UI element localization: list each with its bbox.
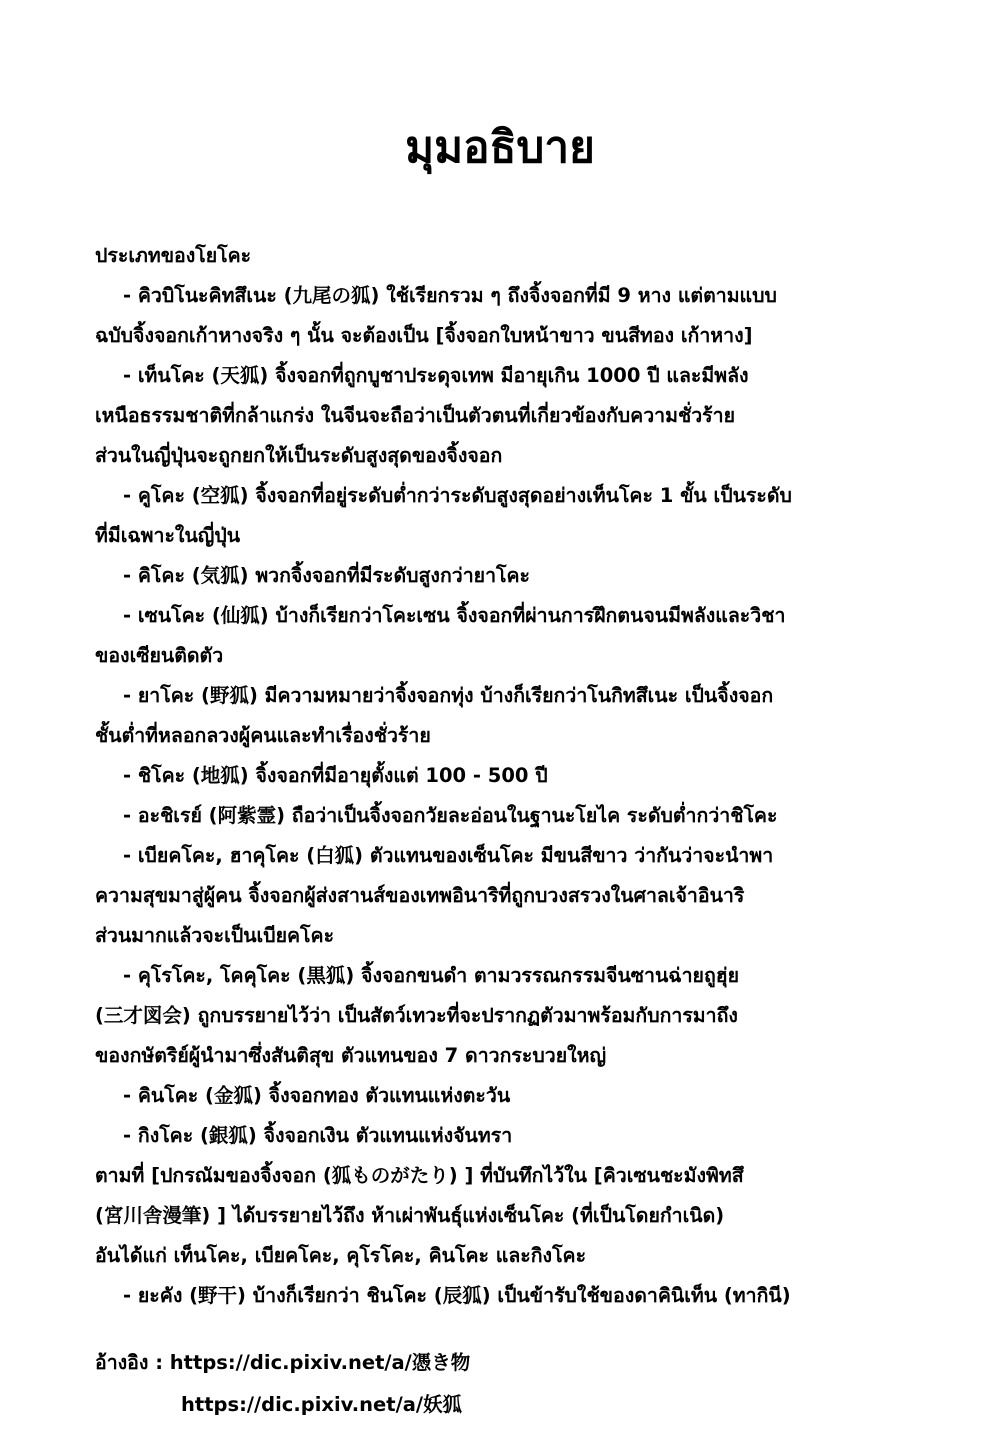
- body-line: ประเภทของโยโคะ: [95, 244, 252, 267]
- body-line: - คูโคะ (空狐) จิ้งจอกที่อยู่ระดับต่ำกว่าระดับสูงสุดอย่างเท็นโคะ 1 ขั้น เป็นระดับ: [123, 484, 792, 507]
- body-line: - ยาโคะ (野狐) มีความหมายว่าจิ้งจอกทุ่ง บ้างก็เรียกว่าโนกิทสึเนะ เป็นจิ้งจอก: [123, 684, 774, 707]
- body-line: - อะชิเรย์ (阿紫霊) ถือว่าเป็นจิ้งจอกวัยละอ่อนในฐานะโยไค ระดับต่ำกว่าชิโคะ: [123, 804, 778, 827]
- body-line: - ชิโคะ (地狐) จิ้งจอกที่มีอายุตั้งแต่ 100 - 500 ปี: [123, 764, 548, 787]
- reference-line-2: [95, 1384, 925, 1426]
- explanation-body: [95, 236, 925, 1316]
- reference-line-1: [95, 1342, 925, 1384]
- body-line: ฉบับจิ้งจอกเก้าหางจริง ๆ นั้น จะต้องเป็น [จิ้งจอกใบหน้าขาว ขนสีทอง เก้าหาง]: [95, 324, 753, 347]
- body-line: ตามที่ [ปกรณัมของจิ้งจอก (狐ものがたり) ] ที่บันทึกไว้ใน [คิวเซนชะมังพิทสึ: [95, 1164, 744, 1187]
- reference-link-1[interactable]: https://dic.pixiv.net/a/憑き物: [169, 1351, 471, 1374]
- body-line: - กิงโคะ (銀狐) จิ้งจอกเงิน ตัวแทนแห่งจันทรา: [123, 1124, 513, 1147]
- body-line: - เท็นโคะ (天狐) จิ้งจอกที่ถูกบูชาประดุจเทพ มีอายุเกิน 1000 ปี และมีพลัง: [123, 364, 749, 387]
- body-line: อันได้แก่ เท็นโคะ, เบียคโคะ, คุโรโคะ, คินโคะ และกิงโคะ: [95, 1244, 587, 1267]
- references-section: [95, 1342, 925, 1426]
- body-line: ของเซียนติดตัว: [95, 644, 224, 667]
- body-line: เหนือธรรมชาติที่กล้าแกร่ง ในจีนจะถือว่าเป็นตัวตนที่เกี่ยวข้องกับความชั่วร้าย: [95, 404, 736, 427]
- body-line: - เบียคโคะ, ฮาคุโคะ (白狐) ตัวแทนของเซ็นโคะ มีขนสีขาว ว่ากันว่าจะนำพา: [123, 844, 774, 867]
- page-title: มุมอธิบาย: [405, 122, 595, 173]
- body-line: (三才図会) ถูกบรรยายไว้ว่า เป็นสัตว์เทวะที่จะปรากฏตัวมาพร้อมกับการมาถึง: [95, 1004, 738, 1027]
- body-line: ส่วนมากแล้วจะเป็นเบียคโคะ: [95, 924, 335, 947]
- body-line: - คุโรโคะ, โคคุโคะ (黒狐) จิ้งจอกขนดำ ตามวรรณกรรมจีนซานฉ่ายถูฮุ่ย: [123, 964, 740, 987]
- body-line: - เซนโคะ (仙狐) บ้างก็เรียกว่าโคะเซน จิ้งจอกที่ผ่านการฝึกตนจนมีพลังและวิชา: [123, 604, 786, 627]
- body-line: - คิโคะ (気狐) พวกจิ้งจอกที่มีระดับสูงกว่ายาโคะ: [123, 564, 531, 587]
- body-line: ชั้นต่ำที่หลอกลวงผู้คนและทำเรื่องชั่วร้าย: [95, 724, 431, 747]
- body-line: ความสุขมาสู่ผู้คน จิ้งจอกผู้ส่งสานส์ของเทพอินาริที่ถูกบวงสรวงในศาลเจ้าอินาริ: [95, 884, 745, 907]
- body-line: - ยะคัง (野干) บ้างก็เรียกว่า ชินโคะ (辰狐) เป็นข้ารับใช้ของดาคินิเท็น (ทากินี): [123, 1284, 791, 1307]
- body-line: ของกษัตริย์ผู้นำมาซึ่งสันติสุข ตัวแทนของ 7 ดาวกระบวยใหญ่: [95, 1044, 607, 1067]
- body-line: ส่วนในญี่ปุ่นจะถูกยกให้เป็นระดับสูงสุดของจิ้งจอก: [95, 444, 503, 467]
- reference-label: อ้างอิง :: [95, 1351, 170, 1374]
- body-line: - คิวบิโนะคิทสึเนะ (九尾の狐) ใช้เรียกรวม ๆ ถึงจิ้งจอกที่มี 9 หาง แต่ตามแบบ: [123, 284, 777, 307]
- reference-link-2[interactable]: https://dic.pixiv.net/a/妖狐: [181, 1393, 463, 1416]
- body-line: (宮川舎漫筆) ] ได้บรรยายไว้ถึง ห้าเผ่าพันธุ์แห่งเซ็นโคะ (ที่เป็นโดยกำเนิด): [95, 1204, 725, 1227]
- body-line: ที่มีเฉพาะในญี่ปุ่น: [95, 524, 241, 547]
- body-line: - คินโคะ (金狐) จิ้งจอกทอง ตัวแทนแห่งตะวัน: [123, 1084, 511, 1107]
